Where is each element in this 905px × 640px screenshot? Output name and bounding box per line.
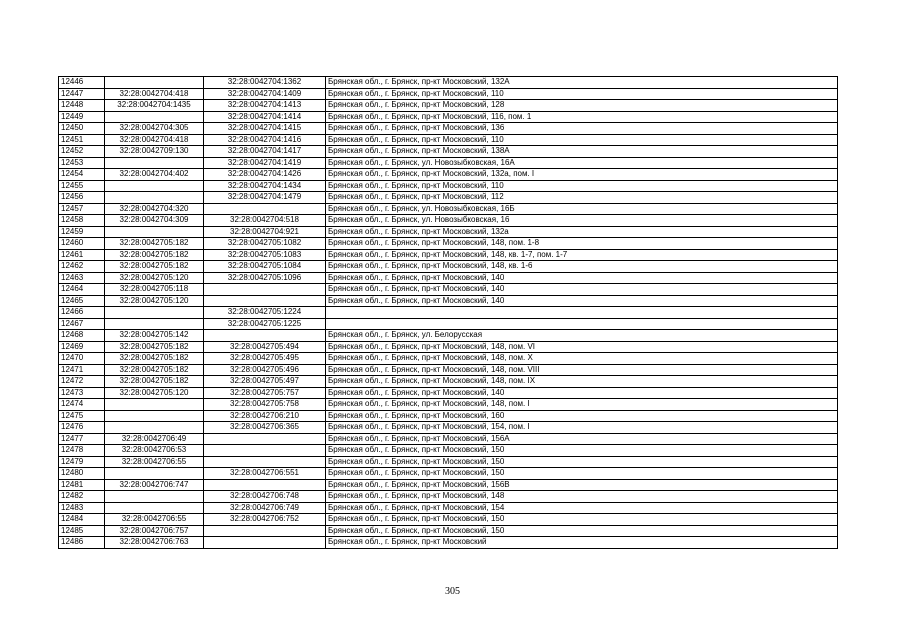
object-cadastral-number-cell: 32:28:0042704:1413	[204, 100, 326, 112]
table-row	[59, 318, 838, 330]
table-row	[59, 203, 838, 215]
row-number-cell: 12481	[59, 479, 105, 491]
cadastral-number-cell: 32:28:0042704:305	[105, 123, 204, 135]
table-row	[59, 261, 838, 273]
table-row	[59, 445, 838, 457]
address-cell: Брянская обл., г. Брянск, пр-кт Московский, 154	[326, 502, 838, 514]
cadastral-number-cell	[105, 77, 204, 89]
object-cadastral-number-cell: 32:28:0042704:921	[204, 226, 326, 238]
cadastral-number-cell	[105, 157, 204, 169]
row-number-cell: 12464	[59, 284, 105, 296]
cadastral-number-cell	[105, 468, 204, 480]
row-number-cell: 12446	[59, 77, 105, 89]
address-cell: Брянская обл., г. Брянск, пр-кт Московский, 156В	[326, 479, 838, 491]
table-row	[59, 502, 838, 514]
table-row	[59, 226, 838, 238]
object-cadastral-number-cell: 32:28:0042705:1084	[204, 261, 326, 273]
address-cell: Брянская обл., г. Брянск, ул. Новозыбковская, 16Б	[326, 203, 838, 215]
object-cadastral-number-cell: 32:28:0042705:497	[204, 376, 326, 388]
cadastral-number-cell: 32:28:0042704:1435	[105, 100, 204, 112]
row-number-cell: 12475	[59, 410, 105, 422]
table-row	[59, 387, 838, 399]
address-cell: Брянская обл., г. Брянск, пр-кт Московский, 132а	[326, 226, 838, 238]
table-row	[59, 146, 838, 158]
row-number-cell: 12466	[59, 307, 105, 319]
cadastral-number-cell: 32:28:0042705:182	[105, 376, 204, 388]
address-cell: Брянская обл., г. Брянск, пр-кт Московский, 148, пом. VI	[326, 341, 838, 353]
row-number-cell: 12485	[59, 525, 105, 537]
row-number-cell: 12454	[59, 169, 105, 181]
table-row	[59, 491, 838, 503]
table-row	[59, 364, 838, 376]
table-row	[59, 307, 838, 319]
address-cell: Брянская обл., г. Брянск, пр-кт Московский, 150	[326, 525, 838, 537]
table-body	[59, 77, 838, 549]
cadastral-number-cell: 32:28:0042706:763	[105, 537, 204, 549]
table-row	[59, 215, 838, 227]
object-cadastral-number-cell: 32:28:0042706:752	[204, 514, 326, 526]
table-row	[59, 514, 838, 526]
cadastral-number-cell: 32:28:0042705:182	[105, 238, 204, 250]
table-row	[59, 468, 838, 480]
object-cadastral-number-cell	[204, 479, 326, 491]
address-cell: Брянская обл., г. Брянск, пр-кт Московский, 128	[326, 100, 838, 112]
cadastral-number-cell: 32:28:0042706:53	[105, 445, 204, 457]
cadastral-number-cell: 32:28:0042705:182	[105, 261, 204, 273]
address-cell: Брянская обл., г. Брянск, пр-кт Московский, 160	[326, 410, 838, 422]
cadastral-number-cell: 32:28:0042704:320	[105, 203, 204, 215]
row-number-cell: 12469	[59, 341, 105, 353]
cadastral-number-cell: 32:28:0042705:182	[105, 249, 204, 261]
row-number-cell: 12463	[59, 272, 105, 284]
table-row	[59, 134, 838, 146]
cadastral-number-cell: 32:28:0042705:120	[105, 387, 204, 399]
table-row	[59, 169, 838, 181]
row-number-cell: 12447	[59, 88, 105, 100]
cadastral-number-cell: 32:28:0042706:747	[105, 479, 204, 491]
table-row	[59, 249, 838, 261]
object-cadastral-number-cell: 32:28:0042706:749	[204, 502, 326, 514]
address-cell: Брянская обл., г. Брянск, пр-кт Московский, 148	[326, 491, 838, 503]
row-number-cell: 12453	[59, 157, 105, 169]
cadastral-number-cell: 32:28:0042704:309	[105, 215, 204, 227]
cadastral-number-cell	[105, 307, 204, 319]
table-row	[59, 238, 838, 250]
table-row	[59, 180, 838, 192]
object-cadastral-number-cell: 32:28:0042705:758	[204, 399, 326, 411]
row-number-cell: 12477	[59, 433, 105, 445]
address-cell: Брянская обл., г. Брянск, пр-кт Московский, 150	[326, 468, 838, 480]
address-cell: Брянская обл., г. Брянск, пр-кт Московский, 138А	[326, 146, 838, 158]
object-cadastral-number-cell: 32:28:0042705:757	[204, 387, 326, 399]
object-cadastral-number-cell	[204, 284, 326, 296]
address-cell: Брянская обл., г. Брянск, пр-кт Московский, 132А	[326, 77, 838, 89]
object-cadastral-number-cell: 32:28:0042704:1419	[204, 157, 326, 169]
cadastral-number-cell: 32:28:0042705:182	[105, 364, 204, 376]
row-number-cell: 12474	[59, 399, 105, 411]
object-cadastral-number-cell	[204, 456, 326, 468]
object-cadastral-number-cell: 32:28:0042704:1479	[204, 192, 326, 204]
object-cadastral-number-cell: 32:28:0042705:495	[204, 353, 326, 365]
address-cell	[326, 307, 838, 319]
address-cell: Брянская обл., г. Брянск, пр-кт Московский, 140	[326, 272, 838, 284]
object-cadastral-number-cell: 32:28:0042706:748	[204, 491, 326, 503]
object-cadastral-number-cell: 32:28:0042704:1409	[204, 88, 326, 100]
address-cell: Брянская обл., г. Брянск, пр-кт Московский, 140	[326, 295, 838, 307]
table-row	[59, 479, 838, 491]
object-cadastral-number-cell: 32:28:0042704:518	[204, 215, 326, 227]
cadastral-number-cell: 32:28:0042705:142	[105, 330, 204, 342]
row-number-cell: 12471	[59, 364, 105, 376]
object-cadastral-number-cell	[204, 445, 326, 457]
address-cell: Брянская обл., г. Брянск, пр-кт Московский, 112	[326, 192, 838, 204]
object-cadastral-number-cell	[204, 537, 326, 549]
address-cell: Брянская обл., г. Брянск, пр-кт Московский, 140	[326, 387, 838, 399]
row-number-cell: 12456	[59, 192, 105, 204]
table-row	[59, 192, 838, 204]
address-cell: Брянская обл., г. Брянск, пр-кт Московский, 150	[326, 456, 838, 468]
address-cell: Брянская обл., г. Брянск, пр-кт Московский, 154, пом. I	[326, 422, 838, 434]
row-number-cell: 12457	[59, 203, 105, 215]
cadastral-number-cell: 32:28:0042706:55	[105, 514, 204, 526]
table-row	[59, 353, 838, 365]
address-cell: Брянская обл., г. Брянск, пр-кт Московский, 148, пом. VIII	[326, 364, 838, 376]
address-cell: Брянская обл., г. Брянск, пр-кт Московский, 148, пом. I	[326, 399, 838, 411]
cadastral-number-cell: 32:28:0042706:49	[105, 433, 204, 445]
table-row	[59, 341, 838, 353]
cadastral-number-cell	[105, 422, 204, 434]
row-number-cell: 12451	[59, 134, 105, 146]
object-cadastral-number-cell: 32:28:0042705:1096	[204, 272, 326, 284]
object-cadastral-number-cell: 32:28:0042706:551	[204, 468, 326, 480]
address-cell: Брянская обл., г. Брянск, пр-кт Московский, 110	[326, 88, 838, 100]
object-cadastral-number-cell: 32:28:0042705:1225	[204, 318, 326, 330]
object-cadastral-number-cell: 32:28:0042705:496	[204, 364, 326, 376]
cadastral-number-cell: 32:28:0042704:402	[105, 169, 204, 181]
table-row	[59, 111, 838, 123]
address-cell: Брянская обл., г. Брянск, пр-кт Московский, 148, пом. IX	[326, 376, 838, 388]
object-cadastral-number-cell: 32:28:0042704:1426	[204, 169, 326, 181]
table-row	[59, 433, 838, 445]
row-number-cell: 12459	[59, 226, 105, 238]
cadastral-number-cell: 32:28:0042704:418	[105, 88, 204, 100]
cadastral-table	[58, 76, 838, 549]
row-number-cell: 12470	[59, 353, 105, 365]
cadastral-number-cell	[105, 399, 204, 411]
cadastral-number-cell	[105, 318, 204, 330]
object-cadastral-number-cell: 32:28:0042704:1415	[204, 123, 326, 135]
object-cadastral-number-cell: 32:28:0042706:365	[204, 422, 326, 434]
object-cadastral-number-cell: 32:28:0042704:1362	[204, 77, 326, 89]
object-cadastral-number-cell	[204, 330, 326, 342]
row-number-cell: 12468	[59, 330, 105, 342]
address-cell: Брянская обл., г. Брянск, пр-кт Московский, 136	[326, 123, 838, 135]
row-number-cell: 12448	[59, 100, 105, 112]
address-cell: Брянская обл., г. Брянск, ул. Новозыбковская, 16	[326, 215, 838, 227]
object-cadastral-number-cell	[204, 433, 326, 445]
cadastral-number-cell	[105, 502, 204, 514]
cadastral-number-cell	[105, 111, 204, 123]
row-number-cell: 12458	[59, 215, 105, 227]
address-cell: Брянская обл., г. Брянск, пр-кт Московский	[326, 537, 838, 549]
row-number-cell: 12462	[59, 261, 105, 273]
object-cadastral-number-cell	[204, 525, 326, 537]
row-number-cell: 12467	[59, 318, 105, 330]
address-cell: Брянская обл., г. Брянск, пр-кт Московский, 116, пом. 1	[326, 111, 838, 123]
object-cadastral-number-cell: 32:28:0042704:1414	[204, 111, 326, 123]
cadastral-number-cell: 32:28:0042706:757	[105, 525, 204, 537]
row-number-cell: 12455	[59, 180, 105, 192]
row-number-cell: 12465	[59, 295, 105, 307]
object-cadastral-number-cell: 32:28:0042705:1224	[204, 307, 326, 319]
cadastral-number-cell: 32:28:0042705:182	[105, 353, 204, 365]
cadastral-number-cell: 32:28:0042705:120	[105, 295, 204, 307]
table-row	[59, 422, 838, 434]
table-row	[59, 123, 838, 135]
object-cadastral-number-cell: 32:28:0042704:1434	[204, 180, 326, 192]
table-row	[59, 376, 838, 388]
address-cell: Брянская обл., г. Брянск, пр-кт Московский, 110	[326, 180, 838, 192]
cadastral-number-cell	[105, 192, 204, 204]
address-cell: Брянская обл., г. Брянск, пр-кт Московский, 148, пом. 1-8	[326, 238, 838, 250]
object-cadastral-number-cell: 32:28:0042706:210	[204, 410, 326, 422]
table-row	[59, 272, 838, 284]
address-cell: Брянская обл., г. Брянск, ул. Новозыбковская, 16А	[326, 157, 838, 169]
object-cadastral-number-cell	[204, 203, 326, 215]
address-cell: Брянская обл., г. Брянск, пр-кт Московский, 148, пом. X	[326, 353, 838, 365]
row-number-cell: 12482	[59, 491, 105, 503]
address-cell: Брянская обл., г. Брянск, пр-кт Московский, 148, кв. 1-6	[326, 261, 838, 273]
table-row	[59, 399, 838, 411]
address-cell: Брянская обл., г. Брянск, пр-кт Московский, 156А	[326, 433, 838, 445]
table-row	[59, 157, 838, 169]
row-number-cell: 12478	[59, 445, 105, 457]
cadastral-number-cell: 32:28:0042705:182	[105, 341, 204, 353]
table-row	[59, 100, 838, 112]
row-number-cell: 12486	[59, 537, 105, 549]
cadastral-number-cell: 32:28:0042709:130	[105, 146, 204, 158]
row-number-cell: 12473	[59, 387, 105, 399]
cadastral-number-cell	[105, 226, 204, 238]
object-cadastral-number-cell: 32:28:0042705:1083	[204, 249, 326, 261]
object-cadastral-number-cell: 32:28:0042704:1416	[204, 134, 326, 146]
address-cell: Брянская обл., г. Брянск, пр-кт Московский, 110	[326, 134, 838, 146]
address-cell: Брянская обл., г. Брянск, ул. Белорусская	[326, 330, 838, 342]
object-cadastral-number-cell: 32:28:0042705:494	[204, 341, 326, 353]
address-cell: Брянская обл., г. Брянск, пр-кт Московский, 150	[326, 514, 838, 526]
row-number-cell: 12449	[59, 111, 105, 123]
object-cadastral-number-cell: 32:28:0042705:1082	[204, 238, 326, 250]
table-row	[59, 77, 838, 89]
table-row	[59, 284, 838, 296]
cadastral-number-cell	[105, 180, 204, 192]
cadastral-number-cell: 32:28:0042705:118	[105, 284, 204, 296]
cadastral-number-cell	[105, 410, 204, 422]
table-row	[59, 330, 838, 342]
row-number-cell: 12483	[59, 502, 105, 514]
row-number-cell: 12472	[59, 376, 105, 388]
table-row	[59, 525, 838, 537]
address-cell: Брянская обл., г. Брянск, пр-кт Московский, 132а, пом. I	[326, 169, 838, 181]
cadastral-number-cell: 32:28:0042706:55	[105, 456, 204, 468]
table-row	[59, 537, 838, 549]
row-number-cell: 12450	[59, 123, 105, 135]
cadastral-number-cell	[105, 491, 204, 503]
row-number-cell: 12480	[59, 468, 105, 480]
row-number-cell: 12461	[59, 249, 105, 261]
address-cell: Брянская обл., г. Брянск, пр-кт Московский, 150	[326, 445, 838, 457]
object-cadastral-number-cell: 32:28:0042704:1417	[204, 146, 326, 158]
row-number-cell: 12476	[59, 422, 105, 434]
table-row	[59, 88, 838, 100]
address-cell: Брянская обл., г. Брянск, пр-кт Московский, 148, кв. 1-7, пом. 1-7	[326, 249, 838, 261]
page-number: 305	[445, 586, 460, 597]
object-cadastral-number-cell	[204, 295, 326, 307]
row-number-cell: 12460	[59, 238, 105, 250]
table-row	[59, 410, 838, 422]
address-cell	[326, 318, 838, 330]
row-number-cell: 12452	[59, 146, 105, 158]
row-number-cell: 12479	[59, 456, 105, 468]
row-number-cell: 12484	[59, 514, 105, 526]
table-row	[59, 456, 838, 468]
table-row	[59, 295, 838, 307]
cadastral-number-cell: 32:28:0042705:120	[105, 272, 204, 284]
cadastral-number-cell: 32:28:0042704:418	[105, 134, 204, 146]
address-cell: Брянская обл., г. Брянск, пр-кт Московский, 140	[326, 284, 838, 296]
